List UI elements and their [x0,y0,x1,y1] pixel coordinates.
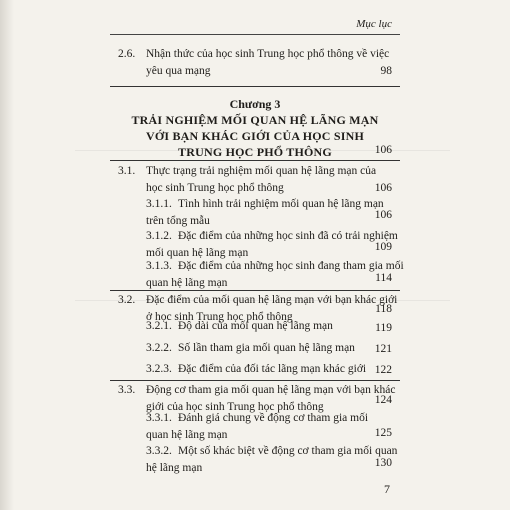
chapter-heading [110,96,400,160]
toc-entry-number: 3.3.2. [146,445,172,457]
toc-entry-line: trên tổng mẫu [146,215,210,227]
chapter-title-line: TRUNG HỌC PHỔ THÔNG [178,145,332,159]
toc-entry-number: 3.1.1. [146,198,172,210]
toc-entry-line: Động cơ tham gia mối quan hệ lãng mạn với bạn khác [146,384,396,396]
toc-entry-number: 3.3. [118,384,136,396]
toc-entry-number: 3.2.1. [146,320,172,332]
toc-entry-page: 106 [374,209,392,221]
toc-entry-line: yêu qua mạng [146,65,211,77]
toc-entry-line: ở học sinh Trung học phổ thông [146,311,293,323]
toc-entry-line: hệ lãng mạn [146,462,203,474]
toc-entry-page: 106 [374,182,392,194]
toc-entry-line: Nhận thức của học sinh Trung học phổ thông về việc [146,48,390,60]
toc-entry-line: Độ dài của mối quan hệ lãng mạn [178,320,333,332]
running-head: Mục lục [356,18,392,30]
toc-entry-page: 114 [375,272,392,284]
toc-entry-number: 3.1.3. [146,260,172,272]
section-divider [110,86,400,87]
toc-entry-number: 3.2. [118,294,136,306]
toc-entry-line: Đặc điểm của những học sinh đang tham gia mối [178,260,404,272]
toc-entry-page: 119 [375,322,392,334]
toc-entry-number: 3.2.3. [146,363,172,375]
toc-entry-line: Số lần tham gia mối quan hệ lãng mạn [178,342,355,354]
page-gutter-shadow [0,0,14,510]
toc-entry-page: 109 [374,241,392,253]
toc-entry-page: 130 [374,457,392,469]
chapter-title-line: VỚI BẠN KHÁC GIỚI CỦA HỌC SINH [145,129,365,143]
chapter-title-line: TRẢI NGHIỆM MỐI QUAN HỆ LÃNG MẠN [131,113,379,127]
toc-entry-page: 122 [374,364,392,376]
toc-entry-line: học sinh Trung học phổ thông [146,182,284,194]
toc-entry-number: 3.3.1. [146,412,172,424]
header-rule [110,34,400,35]
toc-entry-line: Một số khác biệt về động cơ tham gia mối quan [178,445,398,457]
section-divider [110,380,400,381]
toc-entry-page: 121 [374,343,392,355]
toc-entry-line: quan hệ lãng mạn [146,277,228,289]
toc-entry-line: mối quan hệ lãng mạn [146,247,249,259]
toc-entry-line: Đặc điểm của đối tác lãng mạn khác giới [178,363,367,375]
chapter-label: Chương 3 [229,97,281,111]
section-divider [110,290,400,291]
toc-entry-line: Đặc điểm của mối quan hệ lãng mạn với bạn khác giới [146,294,398,306]
section-divider [110,160,400,161]
toc-entry-number: 3.2.2. [146,342,172,354]
toc-entry-number: 3.1. [118,165,136,177]
toc-entry-line: Thực trạng trải nghiệm mối quan hệ lãng mạn của [146,165,377,177]
toc-entry-number: 2.6. [118,48,136,60]
toc-entry-page: 124 [374,394,392,406]
chapter-page: 106 [374,144,392,156]
page-folio-number: 7 [384,482,390,496]
toc-entry-line: Đặc điểm của những học sinh đã có trải nghiệm [178,230,398,242]
toc-entry-page: 118 [375,303,392,315]
toc-entry-page: 125 [374,427,392,439]
toc-entry-line: Tình hình trải nghiệm mối quan hệ lãng mạn [178,198,384,210]
toc-entry-line: Đánh giá chung về động cơ tham gia mối [178,412,369,424]
toc-entry-line: giới của học sinh Trung học phổ thông [146,401,324,413]
toc-entry-number: 3.1.2. [146,230,172,242]
toc-entry-page: 98 [380,65,392,77]
toc-entry-line: quan hệ lãng mạn [146,429,228,441]
